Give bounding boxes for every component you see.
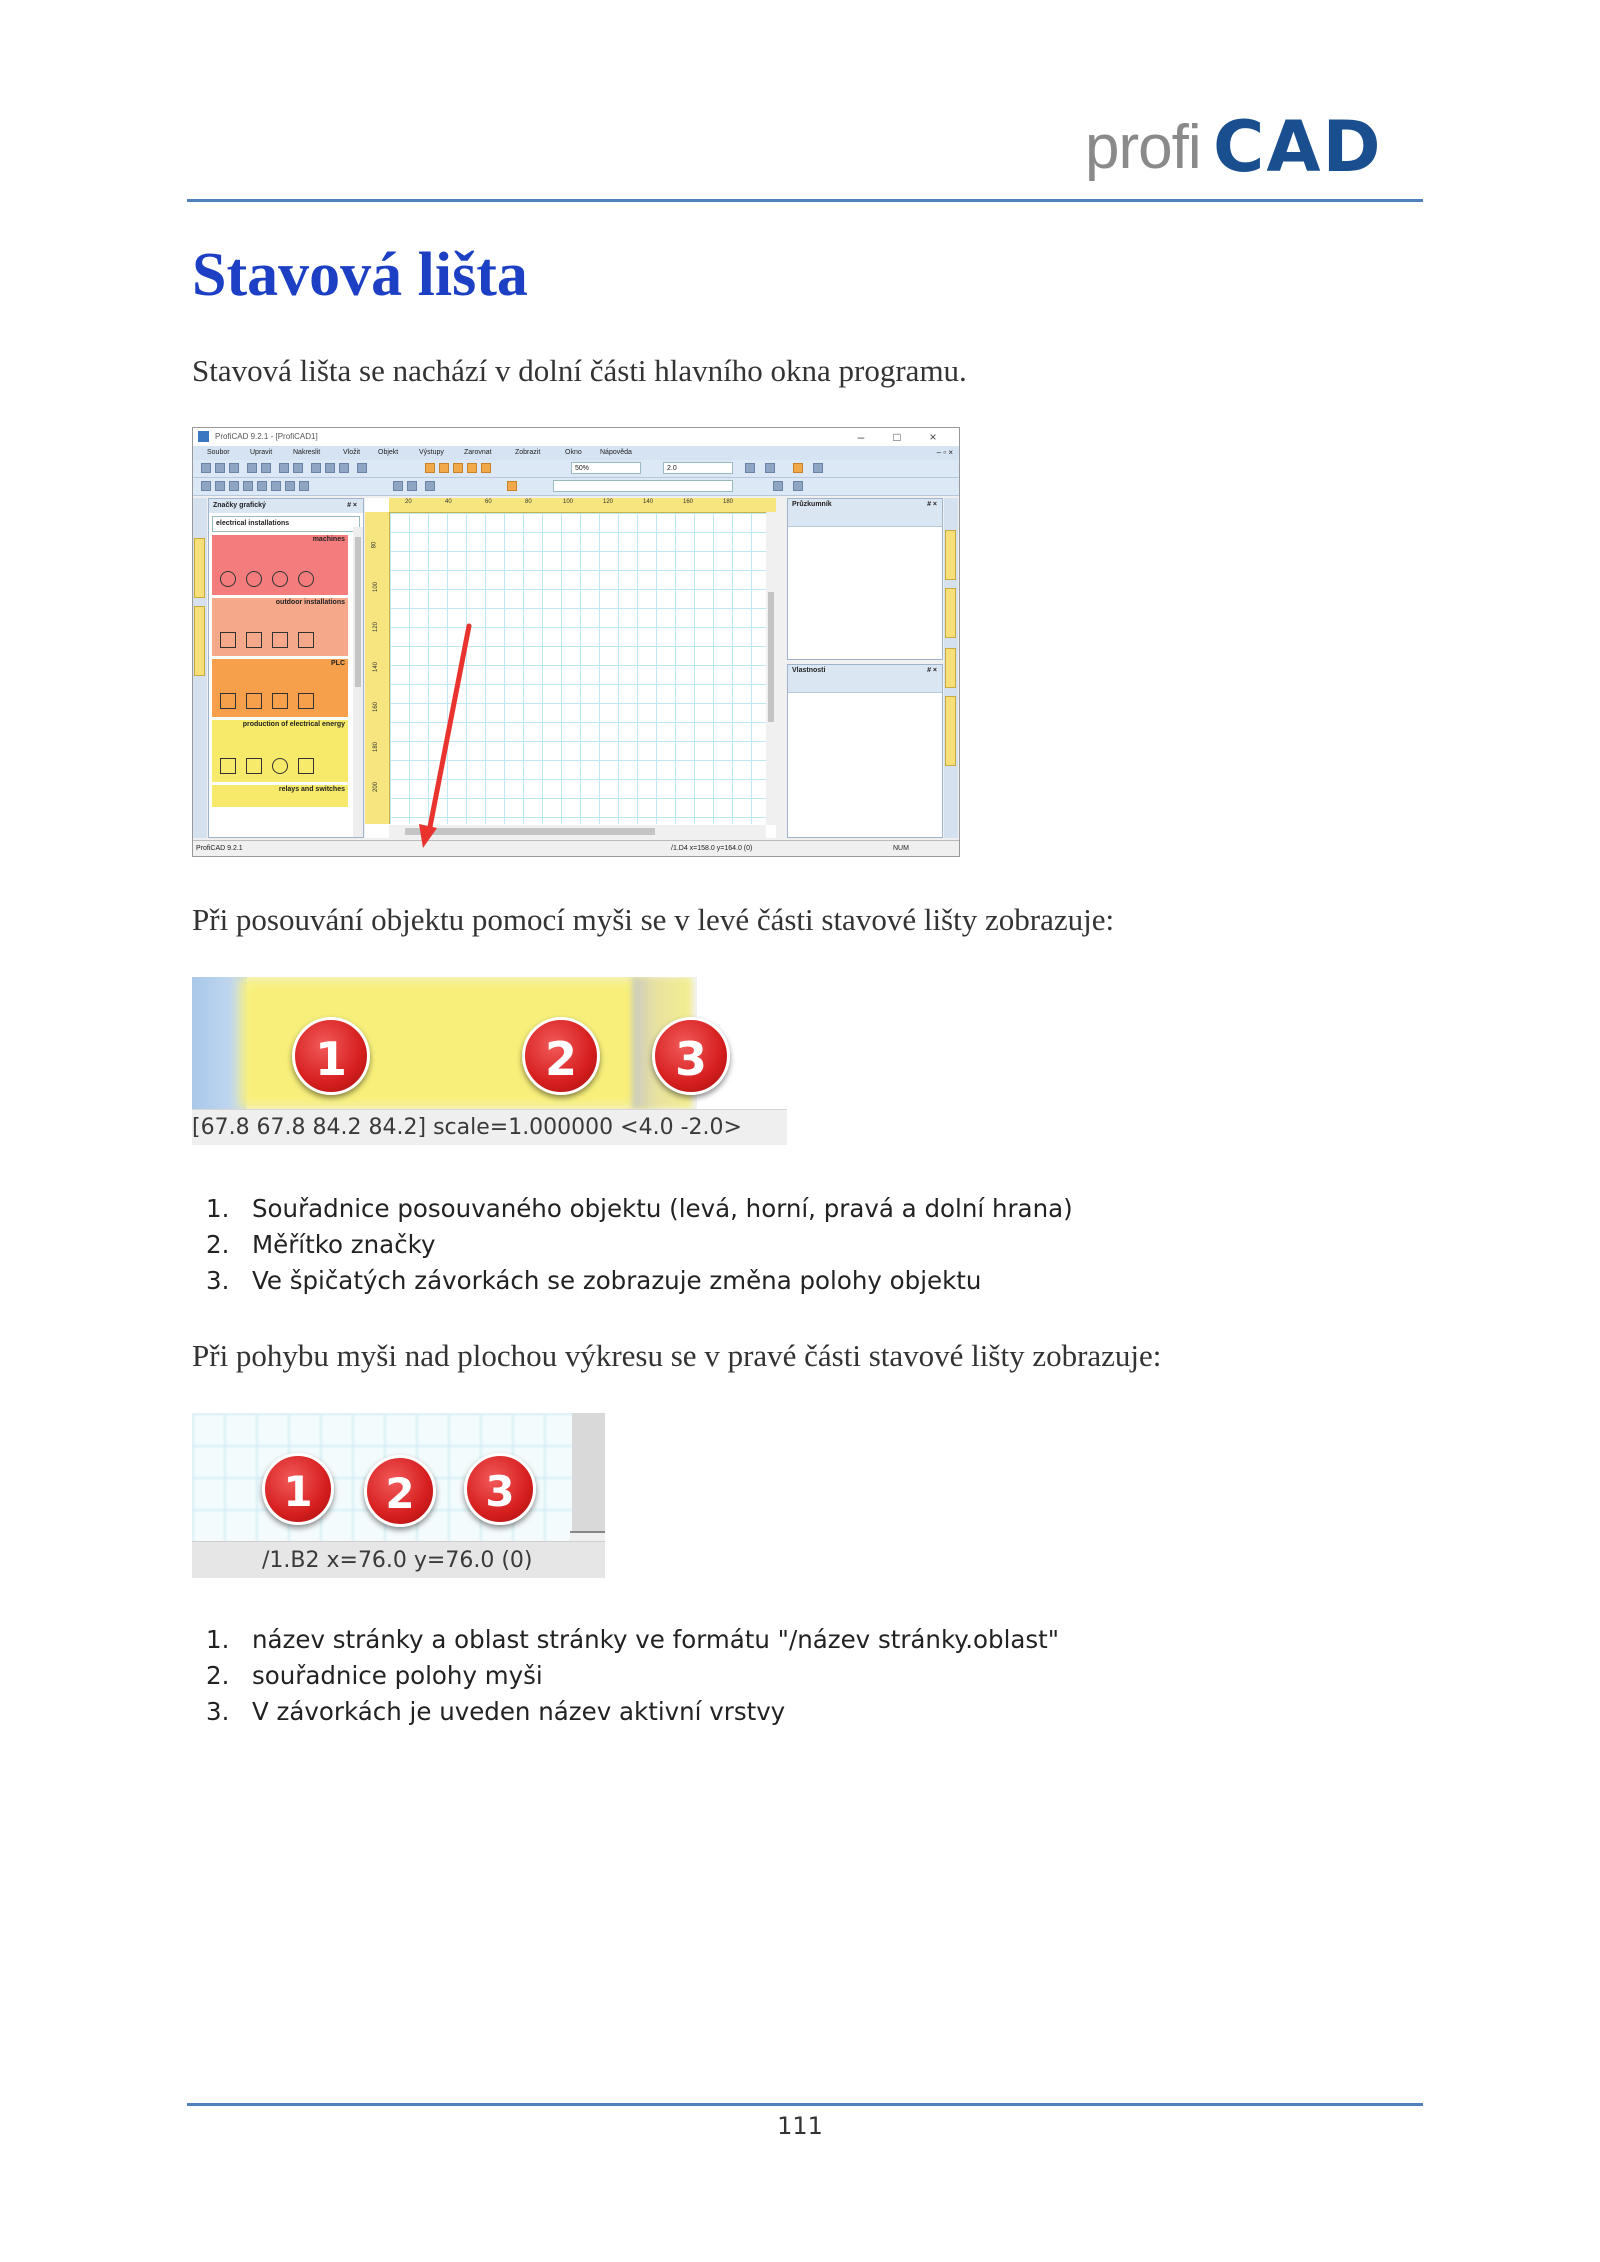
category-machines[interactable]: [212, 535, 348, 595]
ellipse-icon[interactable]: [271, 481, 281, 491]
status-app-name: ProfiCAD 9.2.1: [196, 845, 243, 852]
list-item: 1. název stránky a oblast stránky ve formátu "/název stránky.oblast": [206, 1625, 1060, 1654]
cut-icon[interactable]: [311, 463, 321, 473]
app-window-title: ProfiCAD 9.2.1 - [ProfiCAD1]: [215, 432, 318, 441]
category-label: machines: [312, 536, 345, 543]
panel-pin-close-icon[interactable]: # ×: [347, 502, 357, 509]
properties-panel-header: [788, 665, 942, 678]
explorer-toolbar: [788, 512, 942, 527]
symbols-scrollbar[interactable]: [353, 527, 363, 837]
arc-icon[interactable]: [229, 481, 239, 491]
rectangle-icon[interactable]: [257, 481, 267, 491]
app-statusbar: [193, 840, 959, 857]
app-titlebar: [193, 428, 959, 446]
machine-symbol-icon[interactable]: [272, 571, 288, 587]
menu-zarovnat[interactable]: Zarovnat: [464, 449, 492, 456]
layers-icon[interactable]: [745, 463, 755, 473]
category-plc[interactable]: [212, 659, 348, 717]
window-controls: [843, 430, 951, 444]
color-icon[interactable]: [793, 463, 803, 473]
horizontal-ruler: [389, 498, 776, 513]
fan-symbol-icon[interactable]: [298, 571, 314, 587]
right-docked-tabs: [944, 498, 958, 838]
list-item-text: V závorkách je uveden název aktivní vrstvy: [252, 1697, 786, 1726]
distribute-icon[interactable]: [793, 481, 803, 491]
copy-icon[interactable]: [325, 463, 335, 473]
badge-3: 3: [652, 1017, 730, 1095]
new-file-icon[interactable]: [201, 463, 211, 473]
vertical-ruler: [365, 512, 390, 824]
text-icon[interactable]: [393, 481, 403, 491]
status-num: NUM: [893, 845, 909, 852]
ruler-tick-label: 180: [723, 499, 734, 505]
zoom-select[interactable]: 50%: [571, 462, 641, 474]
list-item-text: Měřítko značky: [252, 1230, 436, 1259]
ruler-tick-label: 140: [643, 499, 654, 505]
menu-zobrazit[interactable]: Zobrazit: [515, 449, 541, 456]
category-label: outdoor installations: [275, 599, 345, 606]
header-rule: [187, 199, 1423, 202]
panel-pin-close-icon[interactable]: # ×: [927, 501, 937, 508]
category-relays-switches[interactable]: [212, 785, 348, 807]
redo-icon[interactable]: [261, 463, 271, 473]
badge-1: 1: [262, 1453, 334, 1525]
list-item: 2. Měřítko značky: [206, 1230, 436, 1259]
library-select[interactable]: electrical installations: [212, 516, 360, 532]
category-label: production of electrical energy: [242, 721, 345, 728]
line-icon[interactable]: [215, 481, 225, 491]
badge-1: 1: [292, 1017, 370, 1095]
main-toolbar: [193, 460, 959, 478]
triangle-symbol-icon[interactable]: [246, 758, 262, 774]
explorer-panel-title: Průzkumník: [792, 501, 832, 508]
menu-upravit[interactable]: Upravit: [250, 449, 273, 456]
logo-profi-text: profi: [1085, 113, 1201, 182]
plc-io-icon[interactable]: [272, 693, 288, 709]
category-label: relays and switches: [278, 786, 345, 793]
symbols-panel-header: [209, 499, 363, 513]
print-icon[interactable]: [279, 463, 289, 473]
circle-icon[interactable]: [299, 481, 309, 491]
app-window-screenshot: [192, 427, 960, 857]
ruler-tick-label: 120: [373, 621, 380, 633]
list-item: 1. Souřadnice posouvaného objektu (levá, horní, pravá a dolní hrana): [206, 1194, 1073, 1223]
open-file-icon[interactable]: [215, 463, 225, 473]
zoom-fit-icon[interactable]: [453, 463, 463, 473]
plc-module-icon[interactable]: [220, 693, 236, 709]
ruler-tick-label: 20: [405, 499, 412, 505]
properties-toolbar: [788, 678, 942, 693]
category-label: PLC: [331, 660, 345, 667]
plc-power-icon[interactable]: [298, 693, 314, 709]
explorer-panel: [787, 498, 943, 660]
ruler-tick-label: 180: [373, 741, 380, 753]
ruler-tick-label: 80: [525, 499, 532, 505]
hover-status-value: /1.B2 x=76.0 y=76.0 (0): [262, 1548, 533, 1573]
page-number: 111: [777, 2112, 823, 2140]
tab-layers[interactable]: [945, 530, 956, 580]
ruler-tick-label: 140: [373, 661, 380, 673]
moving-paragraph: Při posouvání objektu pomocí myši se v levé části stavové lišty zobrazuje:: [192, 902, 1115, 937]
hover-statusbar-screenshot: [192, 1413, 605, 1578]
ruler-tick-label: 80: [371, 541, 378, 549]
polygon-icon[interactable]: [285, 481, 295, 491]
hover-status-text: [192, 1541, 605, 1578]
ruler-tick-label: 160: [373, 701, 380, 713]
drawing-grid[interactable]: [390, 513, 766, 824]
drawing-area: [365, 498, 776, 838]
ruler-tick-label: 100: [563, 499, 574, 505]
undo-icon[interactable]: [247, 463, 257, 473]
sun-symbol-icon[interactable]: [272, 758, 288, 774]
line-width-select[interactable]: 2.0: [663, 462, 733, 474]
switch-symbol-icon[interactable]: [246, 632, 262, 648]
panel-symbol-icon[interactable]: [220, 758, 236, 774]
symbols-panel-title: Značky grafický: [213, 502, 266, 509]
app-menubar: [193, 446, 959, 460]
menu-vystupy[interactable]: Výstupy: [419, 449, 444, 456]
tab-symbols[interactable]: [194, 538, 205, 598]
list-item: 3. V závorkách je uveden název aktivní vrstvy: [206, 1697, 786, 1726]
list-item: 2. souřadnice polohy myši: [206, 1661, 543, 1690]
tab-search[interactable]: [945, 648, 956, 688]
explorer-panel-header: [788, 499, 942, 512]
list-item: 3. Ve špičatých závorkách se zobrazuje změna polohy objektu: [206, 1266, 982, 1295]
left-docked-tabs: [193, 498, 207, 838]
list-item-text: Ve špičatých závorkách se zobrazuje změna polohy objektu: [252, 1266, 982, 1295]
badge-3: 3: [464, 1453, 536, 1525]
properties-panel: [787, 664, 943, 838]
badge-2: 2: [522, 1017, 600, 1095]
print-preview-icon[interactable]: [293, 463, 303, 473]
curve-icon[interactable]: [243, 481, 253, 491]
ruler-tick-label: 60: [485, 499, 492, 505]
layer-select[interactable]: [553, 480, 733, 492]
menu-nakreslit[interactable]: Nakreslit: [293, 449, 321, 456]
list-item-text: název stránky a oblast stránky ve formátu "/název stránky.oblast": [252, 1625, 1060, 1654]
select-icon[interactable]: [201, 481, 211, 491]
moving-statusbar-screenshot: [192, 977, 787, 1145]
page-title: Stavová lišta: [192, 241, 528, 309]
motor-symbol-icon[interactable]: [220, 571, 236, 587]
close-icon[interactable]: ×: [929, 430, 937, 444]
symbol-row: [220, 693, 324, 711]
category-outdoor-installations[interactable]: [212, 598, 348, 656]
moving-status-text: [67.8 67.8 84.2 84.2] scale=1.000000 <4.0 -2.0>: [192, 1109, 787, 1145]
save-icon[interactable]: [229, 463, 239, 473]
logo-cad-text: CAD: [1213, 106, 1383, 188]
canvas-horizontal-scrollbar[interactable]: [389, 825, 766, 838]
footer-rule: [187, 2103, 1423, 2106]
image-icon[interactable]: [407, 481, 417, 491]
grid-icon[interactable]: [357, 463, 367, 473]
maximize-icon[interactable]: □: [893, 430, 901, 444]
ruler-tick-label: 200: [373, 781, 380, 793]
pylon-symbol-icon[interactable]: [298, 632, 314, 648]
symbol-row: [220, 571, 324, 589]
menu-objekt[interactable]: Objekt: [378, 449, 399, 456]
zoom-page-icon[interactable]: [481, 463, 491, 473]
plc-cpu-icon[interactable]: [246, 693, 262, 709]
paste-icon[interactable]: [339, 463, 349, 473]
blurred-scrollbar: [572, 1413, 605, 1541]
mdi-controls[interactable]: – ▫ ×: [936, 448, 953, 457]
menu-vlozit[interactable]: Vložit: [343, 449, 361, 456]
proficad-logo: [1085, 108, 1415, 188]
ruler-tick-label: 100: [373, 581, 380, 593]
symbols-panel: [208, 498, 364, 838]
app-icon: [198, 431, 209, 442]
tab-documents[interactable]: [194, 606, 205, 676]
help-icon[interactable]: [813, 463, 823, 473]
align-icon[interactable]: [773, 481, 783, 491]
ruler-tick-label: 40: [445, 499, 452, 505]
menu-soubor[interactable]: Soubor: [207, 449, 230, 456]
box-symbol-icon[interactable]: [220, 632, 236, 648]
generator-symbol-icon[interactable]: [246, 571, 262, 587]
wire-icon[interactable]: [425, 481, 435, 491]
tab-pages[interactable]: [945, 588, 956, 638]
hover-paragraph: Při pohybu myši nad plochou výkresu se v pravé části stavové lišty zobrazuje:: [192, 1338, 1162, 1373]
ruler-tick-label: 160: [683, 499, 694, 505]
drawing-toolbar: [193, 478, 959, 496]
badge-2: 2: [364, 1455, 436, 1527]
intro-paragraph: Stavová lišta se nachází v dolní části hlavního okna programu.: [192, 353, 967, 388]
category-production-energy[interactable]: [212, 720, 348, 782]
lamp-symbol-icon[interactable]: [272, 632, 288, 648]
status-coordinates: /1.D4 x=158.0 y=164.0 (0): [671, 845, 753, 852]
ruler-tick-label: 120: [603, 499, 614, 505]
zoom-out-icon[interactable]: [439, 463, 449, 473]
list-item-text: Souřadnice posouvaného objektu (levá, horní, pravá a dolní hrana): [252, 1194, 1073, 1223]
source-symbol-icon[interactable]: [298, 758, 314, 774]
canvas-vertical-scrollbar[interactable]: [766, 512, 776, 825]
hover-list: [192, 1622, 1059, 1730]
symbol-row: [220, 758, 324, 776]
blurred-background: [192, 977, 247, 1109]
tab-table-manager[interactable]: [945, 696, 956, 766]
panel-pin-close-icon[interactable]: # ×: [927, 667, 937, 674]
pencil-icon[interactable]: [507, 481, 517, 491]
minimize-icon[interactable]: –: [857, 430, 865, 444]
zoom-in-icon[interactable]: [425, 463, 435, 473]
menu-napoveda[interactable]: Nápověda: [600, 449, 632, 456]
zoom-window-icon[interactable]: [467, 463, 477, 473]
moving-list: [192, 1191, 1073, 1299]
list-item-text: souřadnice polohy myši: [252, 1661, 543, 1690]
properties-panel-title: Vlastnosti: [792, 667, 826, 674]
menu-okno[interactable]: Okno: [565, 449, 582, 456]
symbol-row: [220, 632, 324, 650]
folder-icon[interactable]: [765, 463, 775, 473]
